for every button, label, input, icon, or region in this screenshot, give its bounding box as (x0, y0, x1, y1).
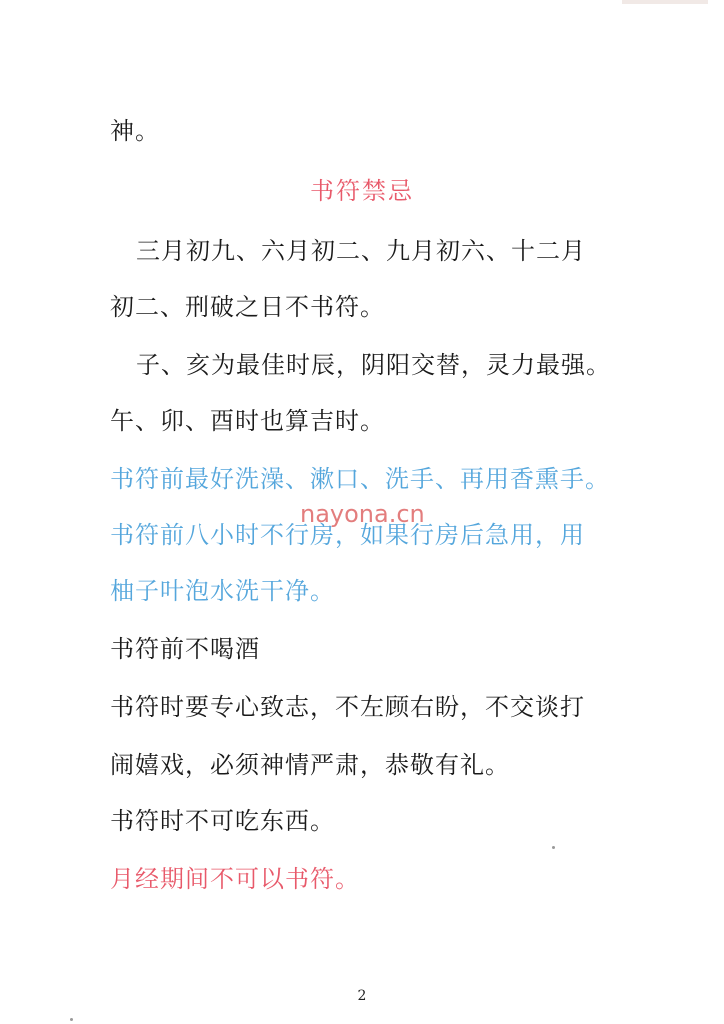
text-line-1: 神。 (110, 117, 160, 145)
text-line-3: 初二、刑破之日不书符。 (110, 293, 385, 321)
text-line-9: 书符前不喝酒 (110, 635, 260, 663)
section-heading: 书符禁忌 (310, 177, 414, 205)
watermark-text: nayona.cn (300, 500, 425, 528)
text-line-6: 书符前最好洗澡、漱口、洗手、再用香熏手。 (110, 465, 610, 493)
scan-speck (70, 1018, 73, 1021)
text-line-2: 三月初九、六月初二、九月初六、十二月 (136, 237, 586, 265)
scan-speck (552, 846, 555, 849)
text-line-10: 书符时要专心致志，不左顾右盼，不交谈打 (110, 693, 585, 721)
text-line-13: 月经期间不可以书符。 (110, 865, 360, 893)
scan-edge-mark (622, 0, 708, 4)
text-line-12: 书符时不可吃东西。 (110, 807, 335, 835)
page-number: 2 (357, 988, 367, 1004)
text-line-7: 书符前八小时不行房，如果行房后急用，用 (110, 521, 585, 549)
text-line-11: 闹嬉戏，必须神情严肃，恭敬有礼。 (110, 751, 510, 779)
text-line-5: 午、卯、酉时也算吉时。 (110, 407, 385, 435)
text-line-4: 子、亥为最佳时辰，阴阳交替，灵力最强。 (136, 351, 611, 379)
text-line-8: 柚子叶泡水洗干净。 (110, 577, 335, 605)
